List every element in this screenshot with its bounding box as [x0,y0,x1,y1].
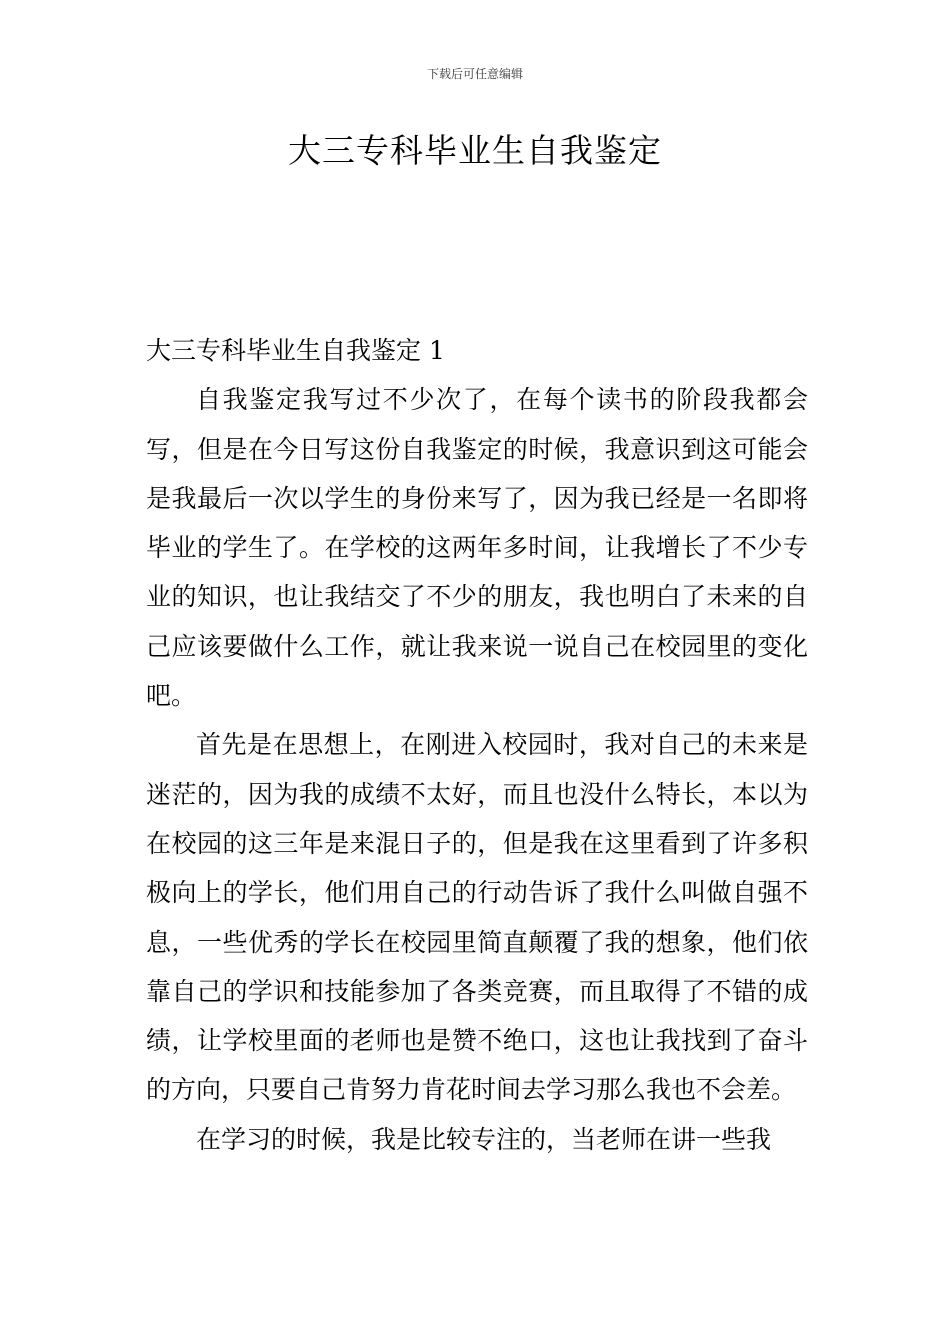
document-body [146,326,808,1164]
document-title: 大三专科毕业生自我鉴定 [288,131,662,170]
paragraph-3: 在学习的时候，我是比较专注的，当老师在讲一些我 [196,1124,772,1154]
header-note: 下载后可任意编辑 [426,67,523,81]
section-heading: 大三专科毕业生自我鉴定 1 [146,336,445,365]
paragraph-2: 首先是在思想上，在刚进入校园时，我对自己的未来是迷茫的，因为我的成绩不太好，而且也没什么特长，本以为在校园的这三年是来混日子的，但是我在这里看到了许多积极向上的学长，他们用自己的行动告诉了我什么叫做自强不息，一些优秀的学长在校园里简直颠覆了我的想象，他们依靠自己的学识和技能参加了各类竞赛，而且取得了不错的成绩，让学校里面的老师也是赞不绝口，这也让我找到了奋斗的方向，只要自己肯努力肯花时间去学习那么我也不会差。 [146,730,808,1105]
paragraph-1: 自我鉴定我写过不少次了，在每个读书的阶段我都会写，但是在今日写这份自我鉴定的时候，我意识到这可能会是我最后一次以学生的身份来写了，因为我已经是一名即将毕业的学生了。在学校的这两年多时间，让我增长了不少专业的知识，也让我结交了不少的朋友，我也明白了未来的自己应该要做什么工作，就让我来说一说自己在校园里的变化吧。 [146,385,808,711]
